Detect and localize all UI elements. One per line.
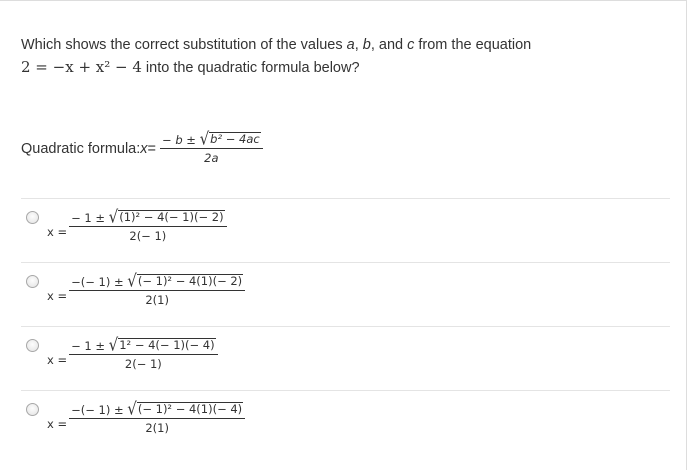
option-num-prefix: −(− 1) ± [71,275,124,289]
formula-label: Quadratic formula: [21,140,141,157]
radio-button[interactable] [26,403,39,416]
question-intro: Which shows the correct substitution of the values [21,37,347,53]
sqrt-icon: √ [127,398,137,420]
option-fraction [69,398,245,435]
option-radical [108,206,225,228]
option-fraction [69,270,245,307]
divider [21,390,670,391]
formula-fraction [160,128,263,165]
formula-radical [199,128,261,150]
option-numerator [69,334,217,356]
option-denominator: 2(1) [145,421,169,435]
var-c: c [407,37,415,53]
answer-option-4[interactable] [26,398,245,435]
option-radical [108,334,216,356]
option-num-prefix: −(− 1) ± [71,403,124,417]
answer-option-1[interactable] [26,206,227,243]
option-num-prefix: − 1 ± [71,211,106,225]
formula-num-prefix: − b ± [162,133,196,147]
formula-numerator [160,128,263,150]
sqrt-icon: √ [108,206,119,228]
divider [21,262,670,263]
option-denominator: 2(− 1) [129,229,167,243]
divider [21,326,670,327]
option-denominator: 2(1) [145,293,169,307]
sep1: , [354,37,363,53]
formula-x: x [140,140,148,157]
var-b: b [362,37,371,53]
question-ending: into the quadratic formula below? [141,60,360,76]
option-numerator [69,206,226,228]
option-x-eq: x = [47,352,68,367]
radio-button[interactable] [26,339,39,352]
option-radicand: 1² − 4(− 1)(− 4) [119,338,215,352]
var-a: a [346,37,355,53]
option-numerator [69,398,245,420]
option-x-eq: x = [47,224,68,239]
sqrt-icon: √ [108,334,119,356]
option-fraction [69,206,226,243]
answer-option-3[interactable] [26,334,218,371]
equation: 2 = −x + x² − 4 [21,58,142,76]
option-x-eq: x = [47,288,68,303]
radio-button[interactable] [26,211,39,224]
sqrt-icon: √ [127,270,137,292]
formula-denominator: 2a [204,151,219,165]
option-denominator: 2(− 1) [124,357,162,371]
option-numerator [69,270,245,292]
radio-button[interactable] [26,275,39,288]
option-radicand: (− 1)² − 4(1)(− 4) [137,402,243,416]
divider [21,198,670,199]
answer-option-2[interactable] [26,270,245,307]
question-text [21,34,621,79]
option-radicand: (− 1)² − 4(1)(− 2) [137,274,243,288]
sep2: , and [370,37,408,53]
option-fraction [69,334,217,371]
option-x-eq: x = [47,416,68,431]
formula-radicand: b² − 4ac [210,132,260,146]
question-after-vars: from the equation [414,37,532,53]
formula-eq: = [147,140,156,157]
quadratic-formula [21,128,263,165]
sqrt-icon: √ [199,128,210,150]
option-radicand: (1)² − 4(− 1)(− 2) [119,210,224,224]
option-radical [127,398,243,420]
option-radical [127,270,243,292]
option-num-prefix: − 1 ± [71,339,106,353]
